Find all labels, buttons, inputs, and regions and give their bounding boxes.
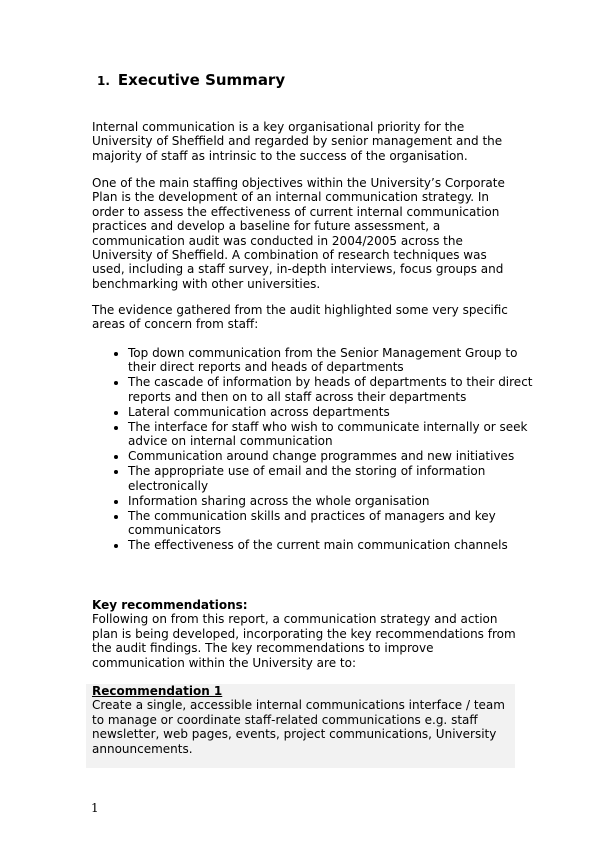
list-item: • The effectiveness of the current main communication channels — [128, 538, 542, 552]
concerns-list — [106, 346, 542, 553]
list-item: • The communication skills and practices of managers and key communicators — [128, 509, 542, 538]
section-number: 1. — [97, 74, 110, 88]
key-recommendations-text: Following on from this report, a communication strategy and action plan is being developed, incorporating the key recommendations from the audit findings. The key recommendations to improve communication within the University are to: — [92, 612, 516, 670]
list-item: • Lateral communication across departments — [128, 405, 542, 419]
page-number: 1 — [91, 801, 99, 815]
recommendation-title: Recommendation 1 — [92, 684, 223, 698]
list-item: • Information sharing across the whole organisation — [128, 494, 542, 508]
key-recommendations-section — [92, 598, 520, 670]
list-item: • The cascade of information by heads of departments to their direct reports and then on to all staff across their departments — [128, 375, 542, 404]
paragraph-evidence: The evidence gathered from the audit highlighted some very specific areas of concern from staff: — [92, 303, 508, 332]
recommendation-box — [86, 684, 515, 768]
section-title: Executive Summary — [117, 71, 286, 89]
key-recommendations-label: Key recommendations: — [92, 598, 248, 612]
recommendation-text: Create a single, accessible internal communications interface / team to manage or coordinate staff-related communications e.g. staff newsletter, web pages, events, project communications, University announcements. — [92, 698, 505, 756]
list-item: • The appropriate use of email and the storing of information electronically — [128, 464, 542, 493]
section-heading — [97, 70, 285, 91]
paragraph-intro: Internal communication is a key organisational priority for the University of Sheffield and regarded by senior management and the majority of staff as intrinsic to the success of the organisation. — [92, 120, 503, 163]
paragraph-audit: One of the main staffing objectives within the University’s Corporate Plan is the development of an internal communication strategy. In order to assess the effectiveness of current internal communication practices and develop a baseline for future assessment, a communication audit was conducted in 2004/2005 across the University of Sheffield. A combination of research techniques was used, including a staff survey, in-depth interviews, focus groups and benchmarking with other universities. — [92, 176, 505, 291]
list-item: • Communication around change programmes and new initiatives — [128, 449, 542, 463]
list-item: • The interface for staff who wish to communicate internally or seek advice on internal communication — [128, 420, 542, 449]
list-item: • Top down communication from the Senior Management Group to their direct reports and heads of departments — [128, 346, 542, 375]
